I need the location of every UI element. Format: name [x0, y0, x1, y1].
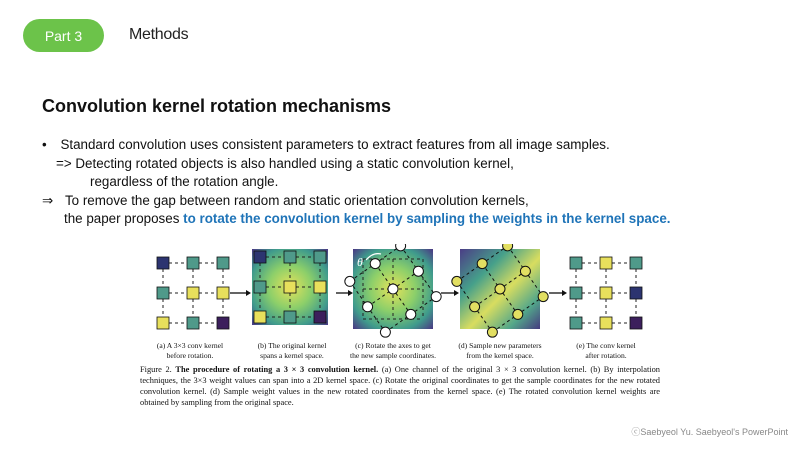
sample-point: [513, 309, 523, 319]
kernel-weight-square: [314, 251, 326, 263]
bullet-1-text: Standard convolution uses consistent parameters to extract features from all image samples.: [60, 137, 610, 152]
sample-point: [431, 292, 441, 302]
sample-point: [487, 327, 497, 337]
bullet-1-line-3: regardless of the rotation angle.: [90, 174, 279, 189]
slide-title: Convolution kernel rotation mechanisms: [42, 96, 392, 116]
bullet-2-highlight: to rotate the convolution kernel by sampling the weights in the kernel space.: [183, 211, 671, 226]
sample-point: [520, 266, 530, 276]
arrow-head: [454, 290, 459, 296]
kernel-weight-square: [217, 317, 229, 329]
kernel-weight-square: [284, 311, 296, 323]
sample-point: [345, 276, 355, 286]
copyright-notice: ⓒSaebyeol Yu. Saebyeol's PowerPoint: [631, 427, 788, 437]
kernel-weight-square: [284, 251, 296, 263]
kernel-weight-square: [570, 287, 582, 299]
kernel-weight-square: [187, 317, 199, 329]
kernel-rotation-figure: [140, 244, 660, 364]
sample-point: [406, 309, 416, 319]
panel-label-line1: (e) The conv kernel: [576, 341, 636, 350]
kernel-weight-square: [600, 317, 612, 329]
panel-b-kernel-space: [252, 249, 328, 325]
bullet-2-line-1: [42, 192, 762, 211]
sample-point: [396, 244, 406, 251]
kernel-weight-square: [217, 257, 229, 269]
kernel-weight-square: [254, 311, 266, 323]
sample-point: [363, 302, 373, 312]
panel-e-rotated-kernel: [570, 257, 642, 329]
part-label: Part 3: [44, 27, 83, 44]
panel-label-line1: (b) The original kernel: [257, 341, 327, 350]
panel-label-line1: (d) Sample new parameters: [458, 341, 542, 350]
caption-prefix: Figure 2.: [140, 365, 176, 374]
panel-label-line1: (c) Rotate the axes to get: [355, 341, 431, 350]
kernel-weight-square: [157, 257, 169, 269]
caption-bold: The procedure of rotating a 3 × 3 convolution kernel.: [175, 365, 379, 374]
kernel-weight-square: [217, 287, 229, 299]
panel-label-line2: after rotation.: [585, 351, 627, 360]
sample-point: [538, 292, 548, 302]
kernel-weight-square: [254, 251, 266, 263]
panel-label-line2: before rotation.: [166, 351, 214, 360]
kernel-weight-square: [630, 317, 642, 329]
sample-point: [470, 302, 480, 312]
kernel-weight-square: [600, 287, 612, 299]
part-badge: [23, 19, 104, 52]
arrow-head: [348, 290, 353, 296]
section-title: Methods: [129, 26, 189, 43]
sample-point: [503, 244, 513, 251]
sample-point: [495, 284, 505, 294]
panel-a-kernel: [157, 257, 229, 329]
kernel-weight-square: [157, 287, 169, 299]
panel-label-line1: (a) A 3×3 conv kernel: [156, 341, 224, 350]
theta-label: θ: [357, 255, 363, 269]
kernel-weight-square: [254, 281, 266, 293]
kernel-weight-square: [314, 281, 326, 293]
kernel-weight-square: [570, 257, 582, 269]
kernel-weight-square: [157, 317, 169, 329]
sample-point: [477, 259, 487, 269]
bullet-2-plain: the paper proposes: [64, 211, 184, 226]
panel-label-line2: from the kernel space.: [466, 351, 534, 360]
bullet-2-text: To remove the gap between random and static orientation convolution kernels,: [64, 192, 529, 208]
kernel-weight-square: [314, 311, 326, 323]
bullet-symbol: •: [42, 137, 47, 152]
panel-label-line2: the new sample coordinates.: [349, 351, 437, 360]
panel-c-rotated-axes: [345, 244, 441, 337]
sample-point: [388, 284, 398, 294]
bullet-2-line-2: [42, 210, 762, 229]
figure-panel-labels: [157, 341, 636, 360]
sample-point: [452, 276, 462, 286]
sample-point: [380, 327, 390, 337]
figure-caption: [140, 364, 660, 408]
bullet-1-line-1: [42, 136, 762, 155]
arrow-head: [562, 290, 567, 296]
slide-body: [42, 136, 762, 229]
kernel-weight-square: [630, 257, 642, 269]
sample-point: [370, 259, 380, 269]
arrow-head: [246, 290, 251, 296]
kernel-weight-square: [187, 287, 199, 299]
kernel-weight-square: [630, 287, 642, 299]
bullet-1-line-2: => Detecting rotated objects is also handled using a static convolution kernel,: [56, 155, 514, 171]
kernel-weight-square: [284, 281, 296, 293]
arrow-icon: ⇒: [42, 192, 54, 208]
kernel-weight-square: [570, 317, 582, 329]
kernel-weight-square: [187, 257, 199, 269]
panel-label-line2: spans a kernel space.: [260, 351, 324, 360]
caption-rest: (a) One channel of the original 3 × 3 convolution kernel. (b) By interpolation techniques, the 3×3 weight values can span into a 2D kernel space. (c) Rotate the original coordinates to get the sample coordinates for the new rotated convolution kernel. (d) Sample weight values in the new rotated coordinates from the kernel space. (e) The rotated convolution kernel weights are obtained by sampling from the original space.: [140, 365, 660, 407]
sample-point: [413, 266, 423, 276]
panel-d-sampled-space: [452, 244, 548, 337]
kernel-weight-square: [600, 257, 612, 269]
